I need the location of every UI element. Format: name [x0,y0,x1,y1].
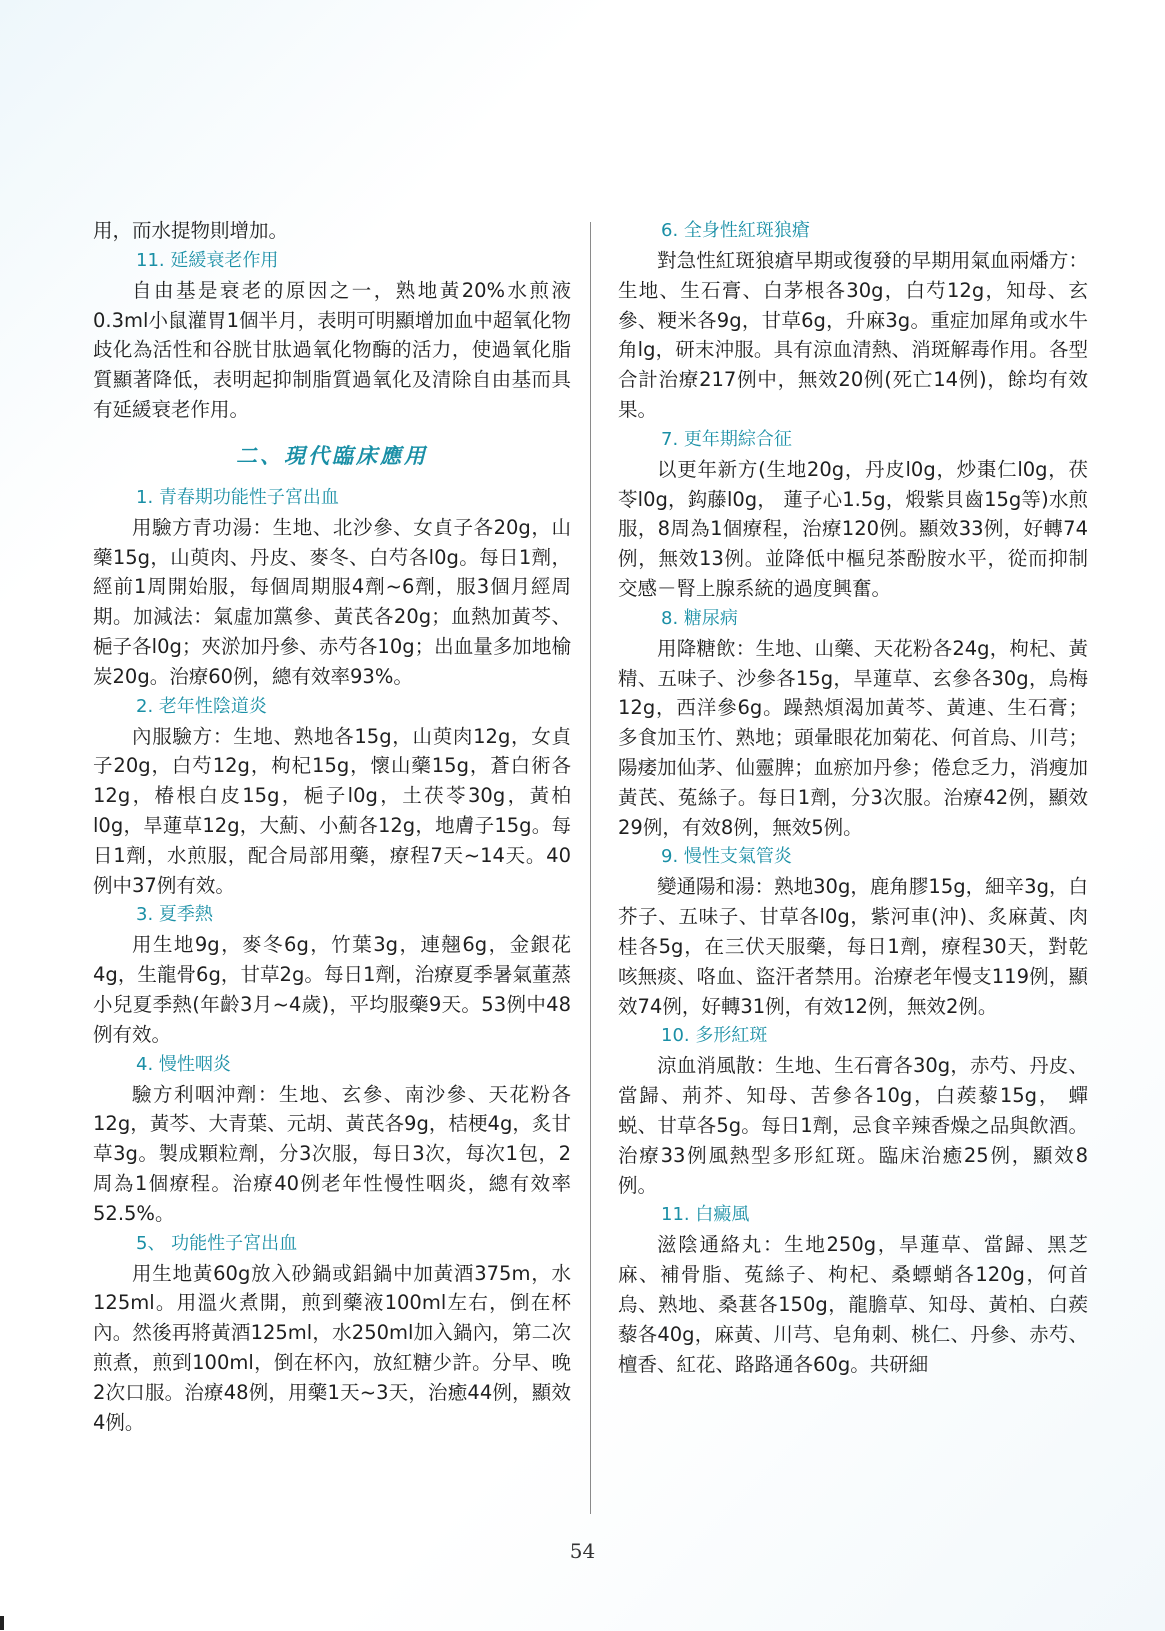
left-column [93,216,571,1437]
subheading-lupus: 6. 全身性紅斑狼瘡 [661,220,810,241]
paragraph-chronic-pharyngitis: 驗方利咽沖劑：生地、玄參、南沙參、天花粉各12g，黃芩、大青葉、元胡、黃芪各9g，桔梗4g，炙甘草3g。製成顆粒劑，分3次服，每日3次，每次1包，2周為1個療程。治療40例老年性慢性咽炎，總有效率52.5%。 [93,1082,571,1225]
paragraph-diabetes: 用降糖飲：生地、山藥、天花粉各24g，枸杞、黃精、五味子、沙參各15g，旱蓮草、玄參各30g，烏梅12g，西洋參6g。躁熱煩渴加黃芩、黃連、生石膏；多食加玉竹、熟地；頭暈眼花加菊花、何首烏、川芎；陽痿加仙茅、仙靈脾；血瘀加丹參；倦怠乏力，消瘦加黃芪、菟絲子。每日1劑，分3次服。治療42例，顯效29例，有效8例，無效5例。 [618,636,1088,839]
paragraph-senile-vaginitis: 內服驗方：生地、熟地各15g，山萸肉12g，女貞子20g，白芍12g，枸杞15g，懷山藥15g，蒼白術各12g，椿根白皮15g，梔子l0g，土茯苓30g，黃柏l0g，旱蓮草12g，大薊、小薊各12g，地膚子15g。每日1劑，水煎服，配合局部用藥，療程7天~14天。40例中37例有效。 [93,724,571,897]
subheading-erythema-multiforme: 10. 多形紅斑 [661,1025,768,1047]
scan-edge-mark [0,1616,4,1630]
subheading-bronchitis: 9. 慢性支氣管炎 [661,846,792,868]
paragraph-bronchitis: 變通陽和湯：熟地30g，鹿角膠15g，細辛3g，白芥子、五味子、甘草各l0g，紫河車(沖)、炙麻黃、肉桂各5g，在三伏天服藥，每日1劑，療程30天，對乾咳無痰、咯血、盜汗者禁用。治療老年慢支119例，顯效74例，好轉31例，有效12例，無效2例。 [618,875,1088,1018]
right-column [618,216,1088,1379]
paragraph-anti-aging: 自由基是衰老的原因之一，熟地黃20%水煎液0.3ml小鼠灌胃1個半月，表明可明顯增加血中超氧化物歧化為活性和谷胱甘肽過氧化物酶的活力，使過氧化脂質顯著降低，表明起抑制脂質過氧化及清除自由基而具有延緩衰老作用。 [93,278,571,421]
column-divider [590,222,591,1514]
subheading-summer-fever: 3. 夏季熱 [136,904,213,926]
subheading-diabetes: 8. 糖尿病 [661,607,738,629]
subheading-senile-vaginitis: 2. 老年性陰道炎 [136,695,267,717]
section-heading-clinical: 二、現代臨床應用 [236,443,428,468]
paragraph-lupus: 對急性紅斑狼瘡早期或復發的早期用氣血兩燔方：生地、生石膏、白茅根各30g，白芍12g，知母、玄參、粳米各9g，甘草6g，升麻3g。重症加犀角或水牛角lg，研末沖服。具有涼血清熱、消斑解毒作用。各型合計治療217例中，無效20例(死亡14例)，餘均有效果。 [618,249,1088,421]
subheading-anti-aging: 11. 延緩衰老作用 [136,249,279,271]
intro-tail: 用，而水提物則增加。 [93,219,289,242]
subheading-adolescent-bleeding: 1. 青春期功能性子宮出血 [136,486,339,508]
page-number: 54 [569,1539,596,1563]
subheading-chronic-pharyngitis: 4. 慢性咽炎 [136,1053,231,1075]
subheading-functional-bleeding: 5、 功能性子宮出血 [136,1232,298,1254]
paragraph-menopause: 以更年新方(生地20g，丹皮l0g，炒棗仁l0g，茯苓l0g，鈎藤l0g， 蓮子心1.5g，煅紫貝齒15g等)水煎服，8周為1個療程，治療120例。顯效33例，好轉74例，無效13例。並降低中樞兒茶酚胺水平，從而抑制交感－腎上腺系統的過度興奮。 [618,457,1088,600]
paragraph-summer-fever: 用生地9g，麥冬6g，竹葉3g，連翹6g，金銀花4g，生龍骨6g，甘草2g。每日1劑，治療夏季暑氣董蒸小兒夏季熱(年齡3月~4歲)，平均服藥9天。53例中48例有效。 [93,933,571,1046]
paragraph-adolescent-bleeding: 用驗方青功湯：生地、北沙參、女貞子各20g，山藥15g，山萸肉、丹皮、麥冬、白芍各l0g。每日1劑，經前1周開始服，每個周期服4劑~6劑，服3個月經周期。加減法：氣虛加黨參、黃芪各20g；血熱加黃芩、梔子各l0g；夾淤加丹參、赤芍各10g；出血量多加地榆炭20g。治療60例，總有效率93%。 [93,515,571,688]
subheading-menopause: 7. 更年期綜合征 [661,428,792,450]
subheading-vitiligo: 11. 白癜風 [661,1204,750,1226]
paragraph-vitiligo: 滋陰通絡丸：生地250g，旱蓮草、當歸、黑芝麻、補骨脂、菟絲子、枸杞、桑螵蛸各120g，何首烏、熟地、桑葚各150g，龍膽草、知母、黃柏、白蒺藜各40g，麻黃、川芎、皂角刺、桃仁、丹參、赤芍、檀香、紅花、路路通各60g。共研細 [618,1233,1088,1376]
paragraph-erythema-multiforme: 涼血消風散：生地、生石膏各30g，赤芍、丹皮、當歸、荊芥、知母、苦參各10g，白蒺藜15g， 蟬蜕、甘草各5g。每日1劑，忌食辛辣香燥之品與飲酒。治療33例風熱型多形紅斑。臨床治癒25例，顯效8例。 [618,1054,1088,1197]
paragraph-functional-bleeding: 用生地黃60g放入砂鍋或鋁鍋中加黃酒375m，水125ml。用溫火煮開，煎到藥液100ml左右，倒在杯內。然後再將黃酒125ml，水250ml加入鍋內，第二次煎煮，煎到100ml，倒在杯內，放紅糖少許。分早、晚2次口服。治療48例，用藥1天~3天，治癒44例，顯效4例。 [93,1261,571,1434]
